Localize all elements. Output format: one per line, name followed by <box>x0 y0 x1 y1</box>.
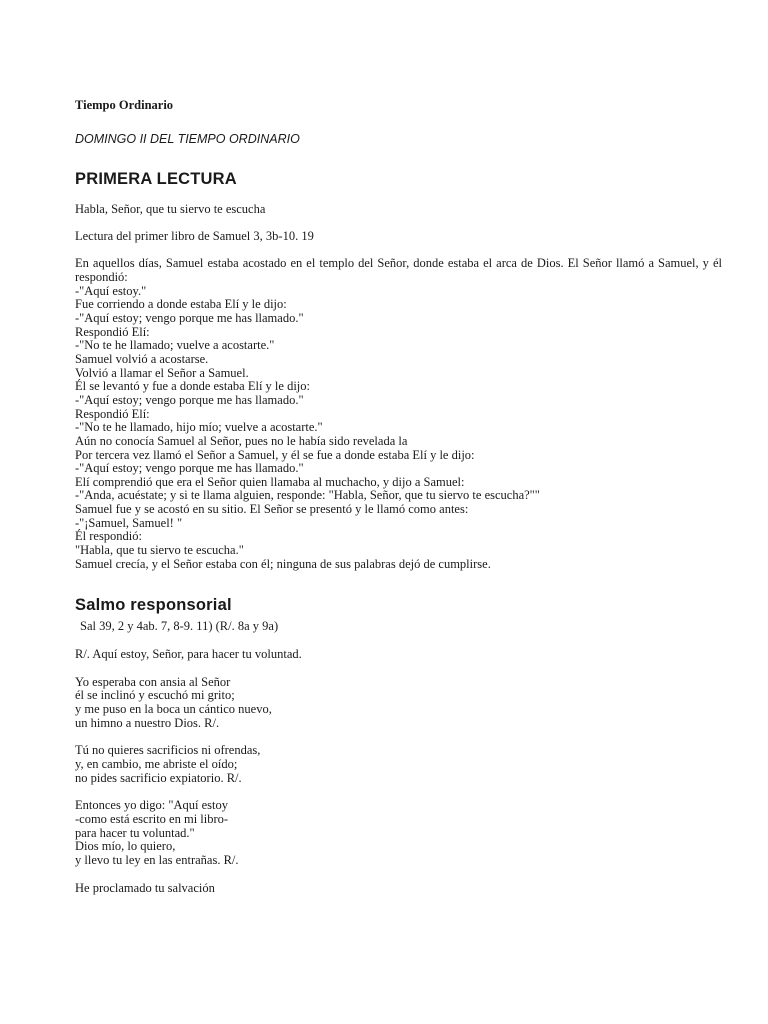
stanza-line: él se inclinó y escuchó mi grito; <box>75 688 235 703</box>
sunday-title: DOMINGO II DEL TIEMPO ORDINARIO <box>75 132 300 146</box>
reading-line: -"Anda, acuéstate; y si te llama alguien, responde: "Habla, Señor, que tu siervo te escucha?"" <box>75 488 540 503</box>
psalm-stanza <box>75 676 722 731</box>
reading-line: Él respondió: <box>75 529 143 544</box>
stanza-line: no pides sacrificio expiatorio. R/. <box>75 770 242 785</box>
stanza-line: y llevo tu ley en las entrañas. R/. <box>75 852 239 867</box>
stanza-line: Tú no quieres sacrificios ni ofrendas, <box>75 743 261 758</box>
stanza-line: un himno a nuestro Dios. R/. <box>75 715 220 730</box>
psalm-stanza <box>75 799 722 867</box>
reading-line: -"No te he llamado, hijo mío; vuelve a acostarte." <box>75 420 323 435</box>
stanza-line: Entonces yo digo: "Aquí estoy <box>75 798 229 813</box>
reading-body <box>75 257 722 571</box>
reading-theme: Habla, Señor, que tu siervo te escucha <box>75 202 266 216</box>
reading-line: -"Aquí estoy; vengo porque me has llamado." <box>75 461 304 476</box>
reading-intro: En aquellos días, Samuel estaba acostado en el templo del Señor, donde estaba el arca de Dios. El Señor llamó a Samuel, y él respondió: <box>75 256 722 284</box>
stanza-line: y, en cambio, me abriste el oído; <box>75 757 238 771</box>
reading-line: Por tercera vez llamó el Señor a Samuel, y él se fue a donde estaba Elí y le dijo: <box>75 447 475 462</box>
stanza-line: He proclamado tu salvación <box>75 880 215 895</box>
stanza-line: para hacer tu voluntad." <box>75 825 195 840</box>
reading-line: -"¡Samuel, Samuel! " <box>75 515 183 530</box>
reading-line: Respondió Elí: <box>75 406 150 421</box>
section-label: Tiempo Ordinario <box>75 98 174 112</box>
psalm-heading: Salmo responsorial <box>75 596 232 615</box>
reading-line: -"Aquí estoy." <box>75 283 147 298</box>
stanza-line: Yo esperaba con ansia al Señor <box>75 674 231 689</box>
reading-line: Samuel fue y se acostó en su sitio. El Señor se presentó y le llamó como antes: <box>75 502 469 517</box>
reading-line: Elí comprendió que era el Señor quien llamaba al muchacho, y dijo a Samuel: <box>75 474 465 489</box>
reading-line: -"No te he llamado; vuelve a acostarte." <box>75 338 275 353</box>
first-reading-heading: PRIMERA LECTURA <box>75 170 237 188</box>
reading-line: Fue corriendo a donde estaba Elí y le dijo: <box>75 297 287 312</box>
reading-line: Aún no conocía Samuel al Señor, pues no le había sido revelada la <box>75 433 408 448</box>
reading-line: Respondió Elí: <box>75 324 150 339</box>
stanza-line: Dios mío, lo quiero, <box>75 839 176 854</box>
psalm-stanza <box>75 744 722 785</box>
reading-line: Samuel crecía, y el Señor estaba con él; ninguna de sus palabras dejó de cumplirse. <box>75 556 491 571</box>
stanza-line: -como está escrito en mi libro- <box>75 811 229 826</box>
reading-line: "Habla, que tu siervo te escucha." <box>75 543 244 558</box>
psalm-stanza <box>75 882 722 896</box>
reading-line: -"Aquí estoy; vengo porque me has llamado." <box>75 392 304 407</box>
reading-citation: Lectura del primer libro de Samuel 3, 3b-10. 19 <box>75 228 314 243</box>
psalm-reference: Sal 39, 2 y 4ab. 7, 8-9. 11) (R/. 8a y 9a) <box>80 619 279 634</box>
psalm-response: R/. Aquí estoy, Señor, para hacer tu voluntad. <box>75 647 302 662</box>
reading-line: Él se levantó y fue a donde estaba Elí y le dijo: <box>75 379 310 394</box>
document-page <box>75 97 722 895</box>
reading-line: Volvió a llamar el Señor a Samuel. <box>75 365 249 380</box>
reading-line: Samuel volvió a acostarse. <box>75 351 209 366</box>
stanza-line: y me puso en la boca un cántico nuevo, <box>75 702 272 717</box>
reading-line: -"Aquí estoy; vengo porque me has llamado." <box>75 310 304 325</box>
